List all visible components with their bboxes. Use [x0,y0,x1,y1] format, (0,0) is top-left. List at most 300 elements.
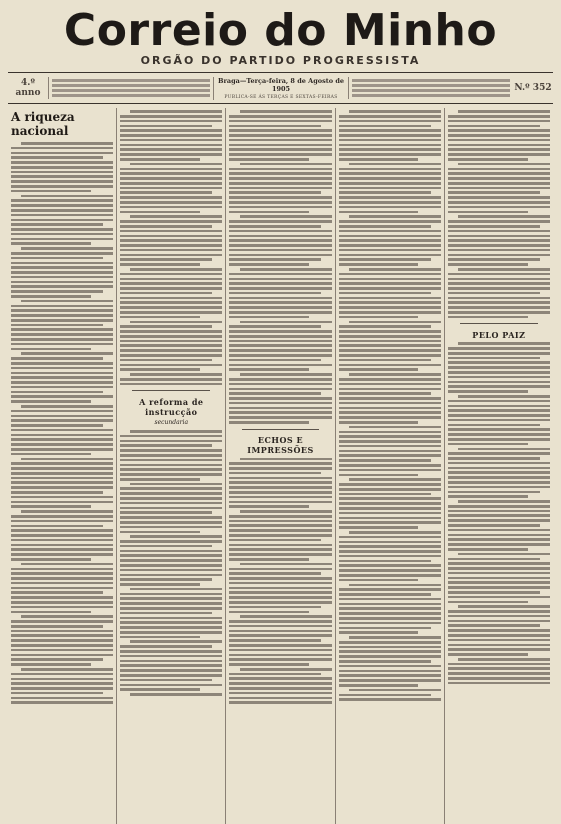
text-line [120,650,222,653]
subscription-block [48,77,213,99]
text-line [229,697,331,700]
text-line [120,368,200,371]
text-line [11,319,113,322]
text-line [120,540,222,543]
text-line [229,354,331,357]
text-line [120,593,222,596]
text-line [229,168,331,171]
text-line [11,587,113,590]
text-line [229,316,309,319]
text-line [339,617,441,620]
text-line [229,658,331,661]
text-line [339,230,441,233]
text-line [120,148,222,151]
text-line [120,597,222,600]
text-line [240,458,332,461]
text-line [448,663,550,666]
text-line [11,548,113,551]
text-line [339,407,441,410]
text-line [448,282,550,285]
text-line [339,603,441,606]
text-line [448,278,550,281]
subhead-reforma: A reforma de instrucção [139,397,204,418]
text-line [11,467,113,470]
text-line [120,254,222,257]
text-line [120,531,200,534]
text-line [339,325,431,328]
text-line [339,158,419,161]
text-line [349,531,441,534]
text-line [11,525,103,528]
text-line [339,139,441,142]
text-line [339,684,419,687]
text-line [120,497,222,500]
text-line [229,587,331,590]
text-line [130,483,222,486]
text-line [11,338,113,341]
text-line [11,673,113,676]
article-text [448,342,550,684]
text-line [11,472,113,475]
text-line [448,414,550,417]
text-line [448,182,550,185]
text-line [120,263,200,266]
text-line [349,321,441,324]
text-line [11,175,113,178]
text-line [229,577,331,580]
text-line [339,579,419,582]
text-line [448,653,528,656]
text-line [229,311,331,314]
article-text [120,110,222,385]
text-line [339,282,441,285]
text-line [11,501,113,504]
text-line [120,211,200,214]
text-line [229,129,331,132]
text-line [229,125,321,128]
text-line [120,249,222,252]
text-line [339,560,431,563]
text-line [229,491,331,494]
text-line [11,257,103,260]
text-line [448,220,550,223]
text-line [339,220,441,223]
text-line [339,431,441,434]
text-line [120,325,212,328]
text-line [339,368,419,371]
date-block [213,77,348,100]
text-line [120,282,222,285]
text-line [339,258,431,261]
text-line [229,677,331,680]
text-line [448,538,550,541]
subhead-echos: ECHOS E IMPRESSÕES [247,435,314,456]
text-line [120,574,222,577]
text-line [11,348,91,351]
text-line [11,577,113,580]
text-line [339,517,441,520]
text-line [339,172,441,175]
text-line [339,416,441,419]
text-line [448,148,550,151]
text-line [11,438,113,441]
text-line [448,301,550,304]
text-line [11,295,91,298]
text-line [339,383,441,386]
text-line [11,634,113,637]
text-line [339,235,441,238]
text-line [448,357,540,360]
text-line [120,278,222,281]
text-line [448,376,550,379]
text-line [229,263,309,266]
text-line [339,148,441,151]
text-line [120,464,222,467]
text-line [11,324,103,327]
text-line [229,496,331,499]
text-line [229,467,331,470]
text-line [229,292,321,295]
text-line [448,419,550,422]
text-line [349,163,441,166]
text-line [339,278,441,281]
text-line [120,182,222,185]
text-line [448,462,550,465]
text-line [339,550,441,553]
text-line [11,328,113,331]
article-text [120,430,222,696]
text-line [448,287,550,290]
info-bar [8,72,553,104]
text-line [339,679,441,682]
text-line [448,529,550,532]
text-line [11,453,91,456]
text-line [120,621,222,624]
text-line [448,292,540,295]
newspaper-subtitle: ORGÃO DO PARTIDO PROGRESSISTA [140,54,421,67]
article-text [229,458,331,704]
text-line [21,510,113,513]
text-line [11,558,91,561]
text-line [11,481,113,484]
text-line [339,301,441,304]
text-line [339,191,431,194]
text-line [349,215,441,218]
text-line [229,134,331,137]
text-line [339,254,441,257]
text-line [448,577,550,580]
text-line [448,467,550,470]
text-line [11,381,113,384]
text-line [448,196,550,199]
text-line [120,287,222,290]
text-line [11,687,113,690]
text-line [448,534,550,537]
text-line [229,606,321,609]
text-line [458,268,550,271]
text-line [229,407,331,410]
text-line [229,249,331,252]
text-line [120,660,222,663]
text-line [120,335,222,338]
text-line [349,584,441,587]
text-line [339,564,441,567]
text-line [339,660,431,663]
text-line [339,569,441,572]
text-line [120,554,222,557]
text-line [448,409,550,412]
text-line [120,115,222,118]
text-line [11,147,113,150]
text-line [120,583,200,586]
text-line [11,376,113,379]
text-line [448,239,550,242]
text-line [339,201,441,204]
text-line [120,139,222,142]
text-line [448,457,540,460]
text-line [229,287,331,290]
text-line [448,677,550,680]
text-line [229,649,331,652]
text-line [120,487,222,490]
text-line [339,411,441,414]
text-line [120,158,200,161]
text-line [120,306,222,309]
text-line [339,440,441,443]
text-line [229,515,331,518]
text-line [339,177,441,180]
text-line [229,701,331,704]
text-line [240,268,332,271]
text-line [11,309,113,312]
text-line [229,568,331,571]
text-line [229,172,331,175]
text-line [120,617,222,620]
text-line [229,472,321,475]
text-line [11,639,113,642]
text-line [120,679,212,682]
text-line [448,639,550,642]
text-line [458,110,550,113]
text-line [448,400,550,403]
text-line [458,448,550,451]
text-line [339,545,441,548]
text-line [339,392,431,395]
text-line [11,663,91,666]
text-line [120,521,222,524]
text-line [120,239,222,242]
text-line [448,129,550,132]
headline-riqueza: A riqueza nacional [11,110,75,138]
text-line [120,344,222,347]
text-line [229,182,331,185]
text-line [339,359,431,362]
text-line [120,564,222,567]
text-line [11,276,113,279]
text-line [339,445,441,448]
text-line [120,330,222,333]
text-line [120,311,222,314]
text-line [229,553,331,556]
text-line [229,620,331,623]
text-line [339,674,441,677]
text-line [339,469,441,472]
text-line [339,421,419,424]
text-line [11,682,113,685]
issue-date: Braga—Terça-feira, 8 de Agosto de 1905 [217,76,345,93]
text-line [229,254,331,257]
text-line [11,419,113,422]
text-line [229,349,331,352]
text-line [120,454,222,457]
text-line [11,314,113,317]
text-line [339,536,441,539]
text-line [448,191,540,194]
subhead-secundaria: secundaria [154,419,189,427]
text-line [11,199,113,202]
text-line [448,347,550,350]
text-line [229,663,309,666]
text-line [11,491,103,494]
text-line [120,220,222,223]
text-line [229,481,331,484]
text-line [448,505,550,508]
text-line [11,701,113,704]
text-line [11,424,103,427]
text-line [339,459,431,462]
text-line [21,405,113,408]
text-line [130,693,222,696]
text-line [229,682,331,685]
text-line [339,698,441,701]
text-line [21,247,113,250]
text-line [130,430,222,433]
text-line [339,631,419,634]
text-line [448,306,550,309]
text-line [120,492,222,495]
text-line [349,426,441,429]
text-line [339,507,441,510]
text-line [339,526,419,529]
text-line [120,502,222,505]
text-line [339,502,441,505]
text-line [120,459,222,462]
text-line [120,478,200,481]
text-line [458,500,550,503]
text-line [229,639,321,642]
text-line [339,650,441,653]
text-line [448,610,550,613]
text-line [448,629,550,632]
text-line [448,443,528,446]
text-line [11,305,113,308]
text-line [339,206,441,209]
text-line [120,569,222,572]
text-line [11,410,113,413]
text-line [448,586,550,589]
text-line [339,493,431,496]
text-line [11,266,113,269]
text-line [120,316,200,319]
text-line [349,478,441,481]
text-line [11,678,113,681]
text-line [448,158,528,161]
text-line [11,152,113,155]
text-line [120,550,222,553]
text-line [11,568,113,571]
text-line [349,636,441,639]
text-line [448,263,528,266]
text-line [339,311,441,314]
article-text [229,110,331,423]
text-line [120,129,222,132]
text-line [448,519,550,522]
text-line [448,258,540,261]
subhead-pelo-paiz: PELO PAIZ [472,330,526,341]
text-line [339,655,441,658]
text-line [11,505,91,508]
text-line [120,435,222,438]
text-line [229,572,321,575]
text-line [120,177,222,180]
text-line [339,354,441,357]
text-line [120,383,222,386]
text-line [11,262,113,265]
text-line [11,362,113,365]
text-line [229,625,331,628]
text-line [11,156,103,159]
text-line [229,383,331,386]
text-line [120,578,212,581]
text-line [339,263,419,266]
text-line [229,416,331,419]
text-line [339,454,441,457]
text-line [240,110,332,113]
column-3 [226,108,335,824]
text-line [229,611,309,614]
text-line [458,605,550,608]
text-line [11,228,113,231]
text-line [120,526,222,529]
text-line [448,514,550,517]
text-line [11,386,113,389]
text-line [448,567,550,570]
text-line [120,612,212,615]
text-line [448,591,540,594]
text-line [11,429,113,432]
text-line [339,196,441,199]
text-line [120,607,222,610]
text-line [448,144,550,147]
text-line [21,563,113,566]
text-line [229,258,321,261]
text-line [11,219,113,222]
text-line [120,297,222,300]
text-line [11,357,103,360]
text-line [339,239,441,242]
text-line [240,563,332,566]
text-line [21,142,113,145]
text-line [339,464,441,467]
text-line [120,235,222,238]
text-line [120,340,222,343]
text-line [120,144,222,147]
text-line [229,330,331,333]
text-line [448,644,550,647]
text-line [11,242,91,245]
text-line [11,572,113,575]
text-line [229,120,331,123]
